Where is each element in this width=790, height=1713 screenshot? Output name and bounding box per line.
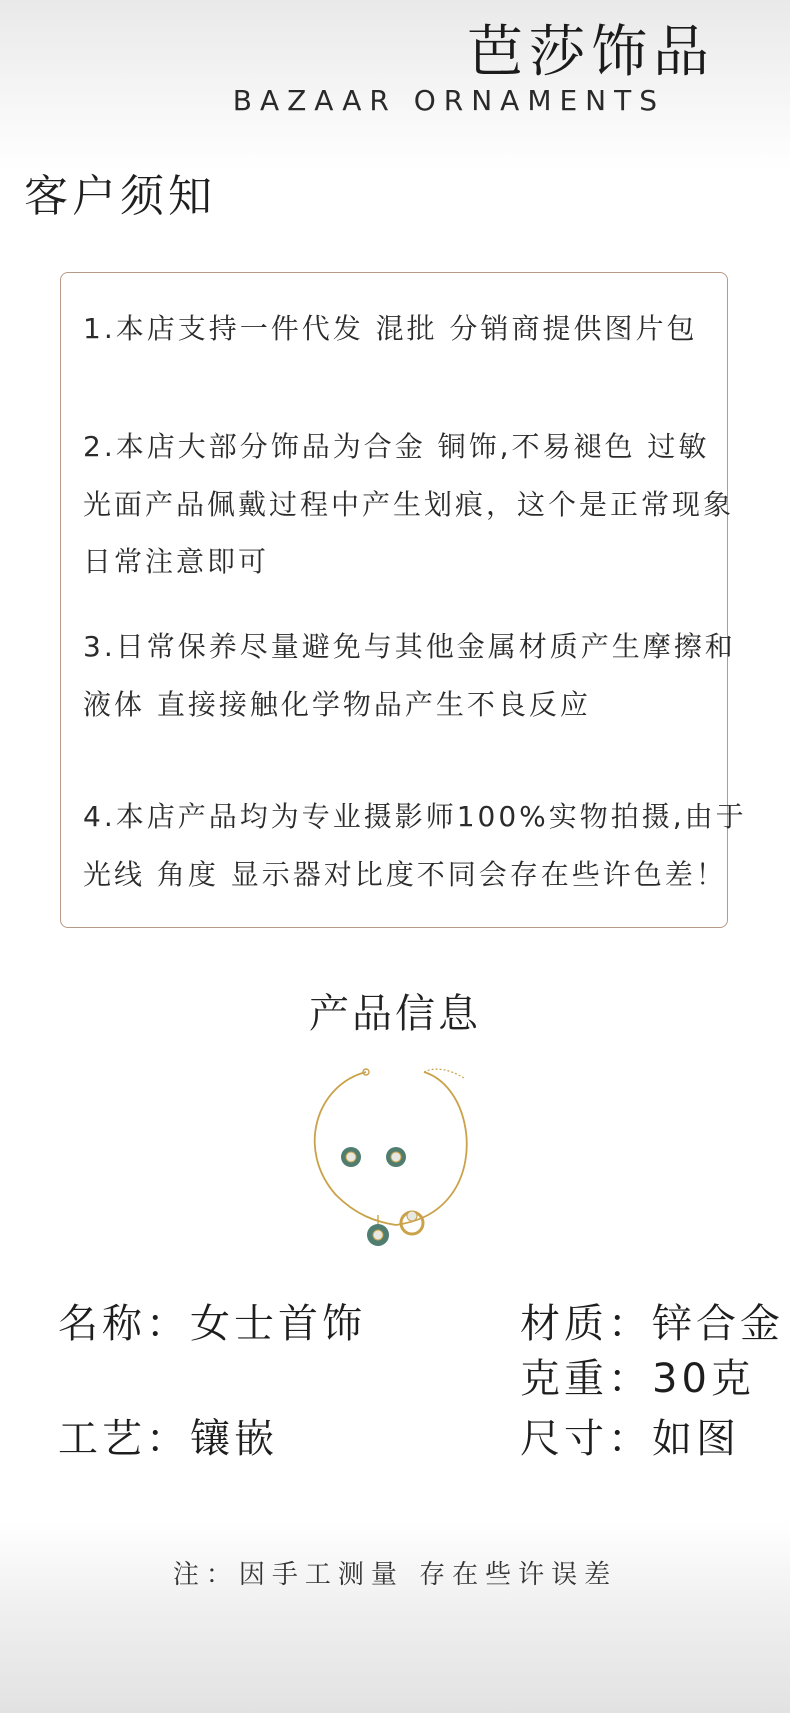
spec-material: 材质：锌合金: [520, 1301, 784, 1347]
notice-line: 光线 角度 显示器对比度不同会存在些许色差！: [83, 858, 727, 891]
notice-line: 1.本店支持一件代发 混批 分销商提供图片包: [83, 312, 698, 345]
product-info-title: 产品信息: [309, 991, 481, 1037]
notice-line: 日常注意即可: [83, 545, 270, 578]
jewelry-set-icon: [296, 1060, 496, 1260]
notice-line: 2.本店大部分饰品为合金 铜饰,不易褪色 过敏: [83, 430, 710, 463]
footer-background: [0, 1520, 790, 1713]
notice-line: 光面产品佩戴过程中产生划痕，这个是正常现象: [83, 488, 735, 521]
notice-line: 液体 直接接触化学物品产生不良反应: [83, 688, 591, 721]
notice-line: 3.日常保养尽量避免与其他金属材质产生摩擦和: [83, 630, 736, 663]
notice-box: [60, 272, 747, 928]
notice-title: 客户须知: [24, 171, 216, 222]
measurement-note: 注：因手工测量 存在些许误差: [172, 1560, 618, 1590]
spec-size: 尺寸：如图: [520, 1416, 740, 1462]
spec-name: 名称：女士首饰: [58, 1301, 366, 1347]
brand-name-cn: 芭莎饰品: [467, 20, 715, 85]
notice-line: 4.本店产品均为专业摄影师100%实物拍摄,由于: [83, 800, 747, 833]
spec-craft: 工艺：镶嵌: [58, 1416, 278, 1462]
spec-weight: 克重：30克: [520, 1356, 755, 1402]
brand-name-en: BAZAAR ORNAMENTS: [232, 84, 665, 117]
